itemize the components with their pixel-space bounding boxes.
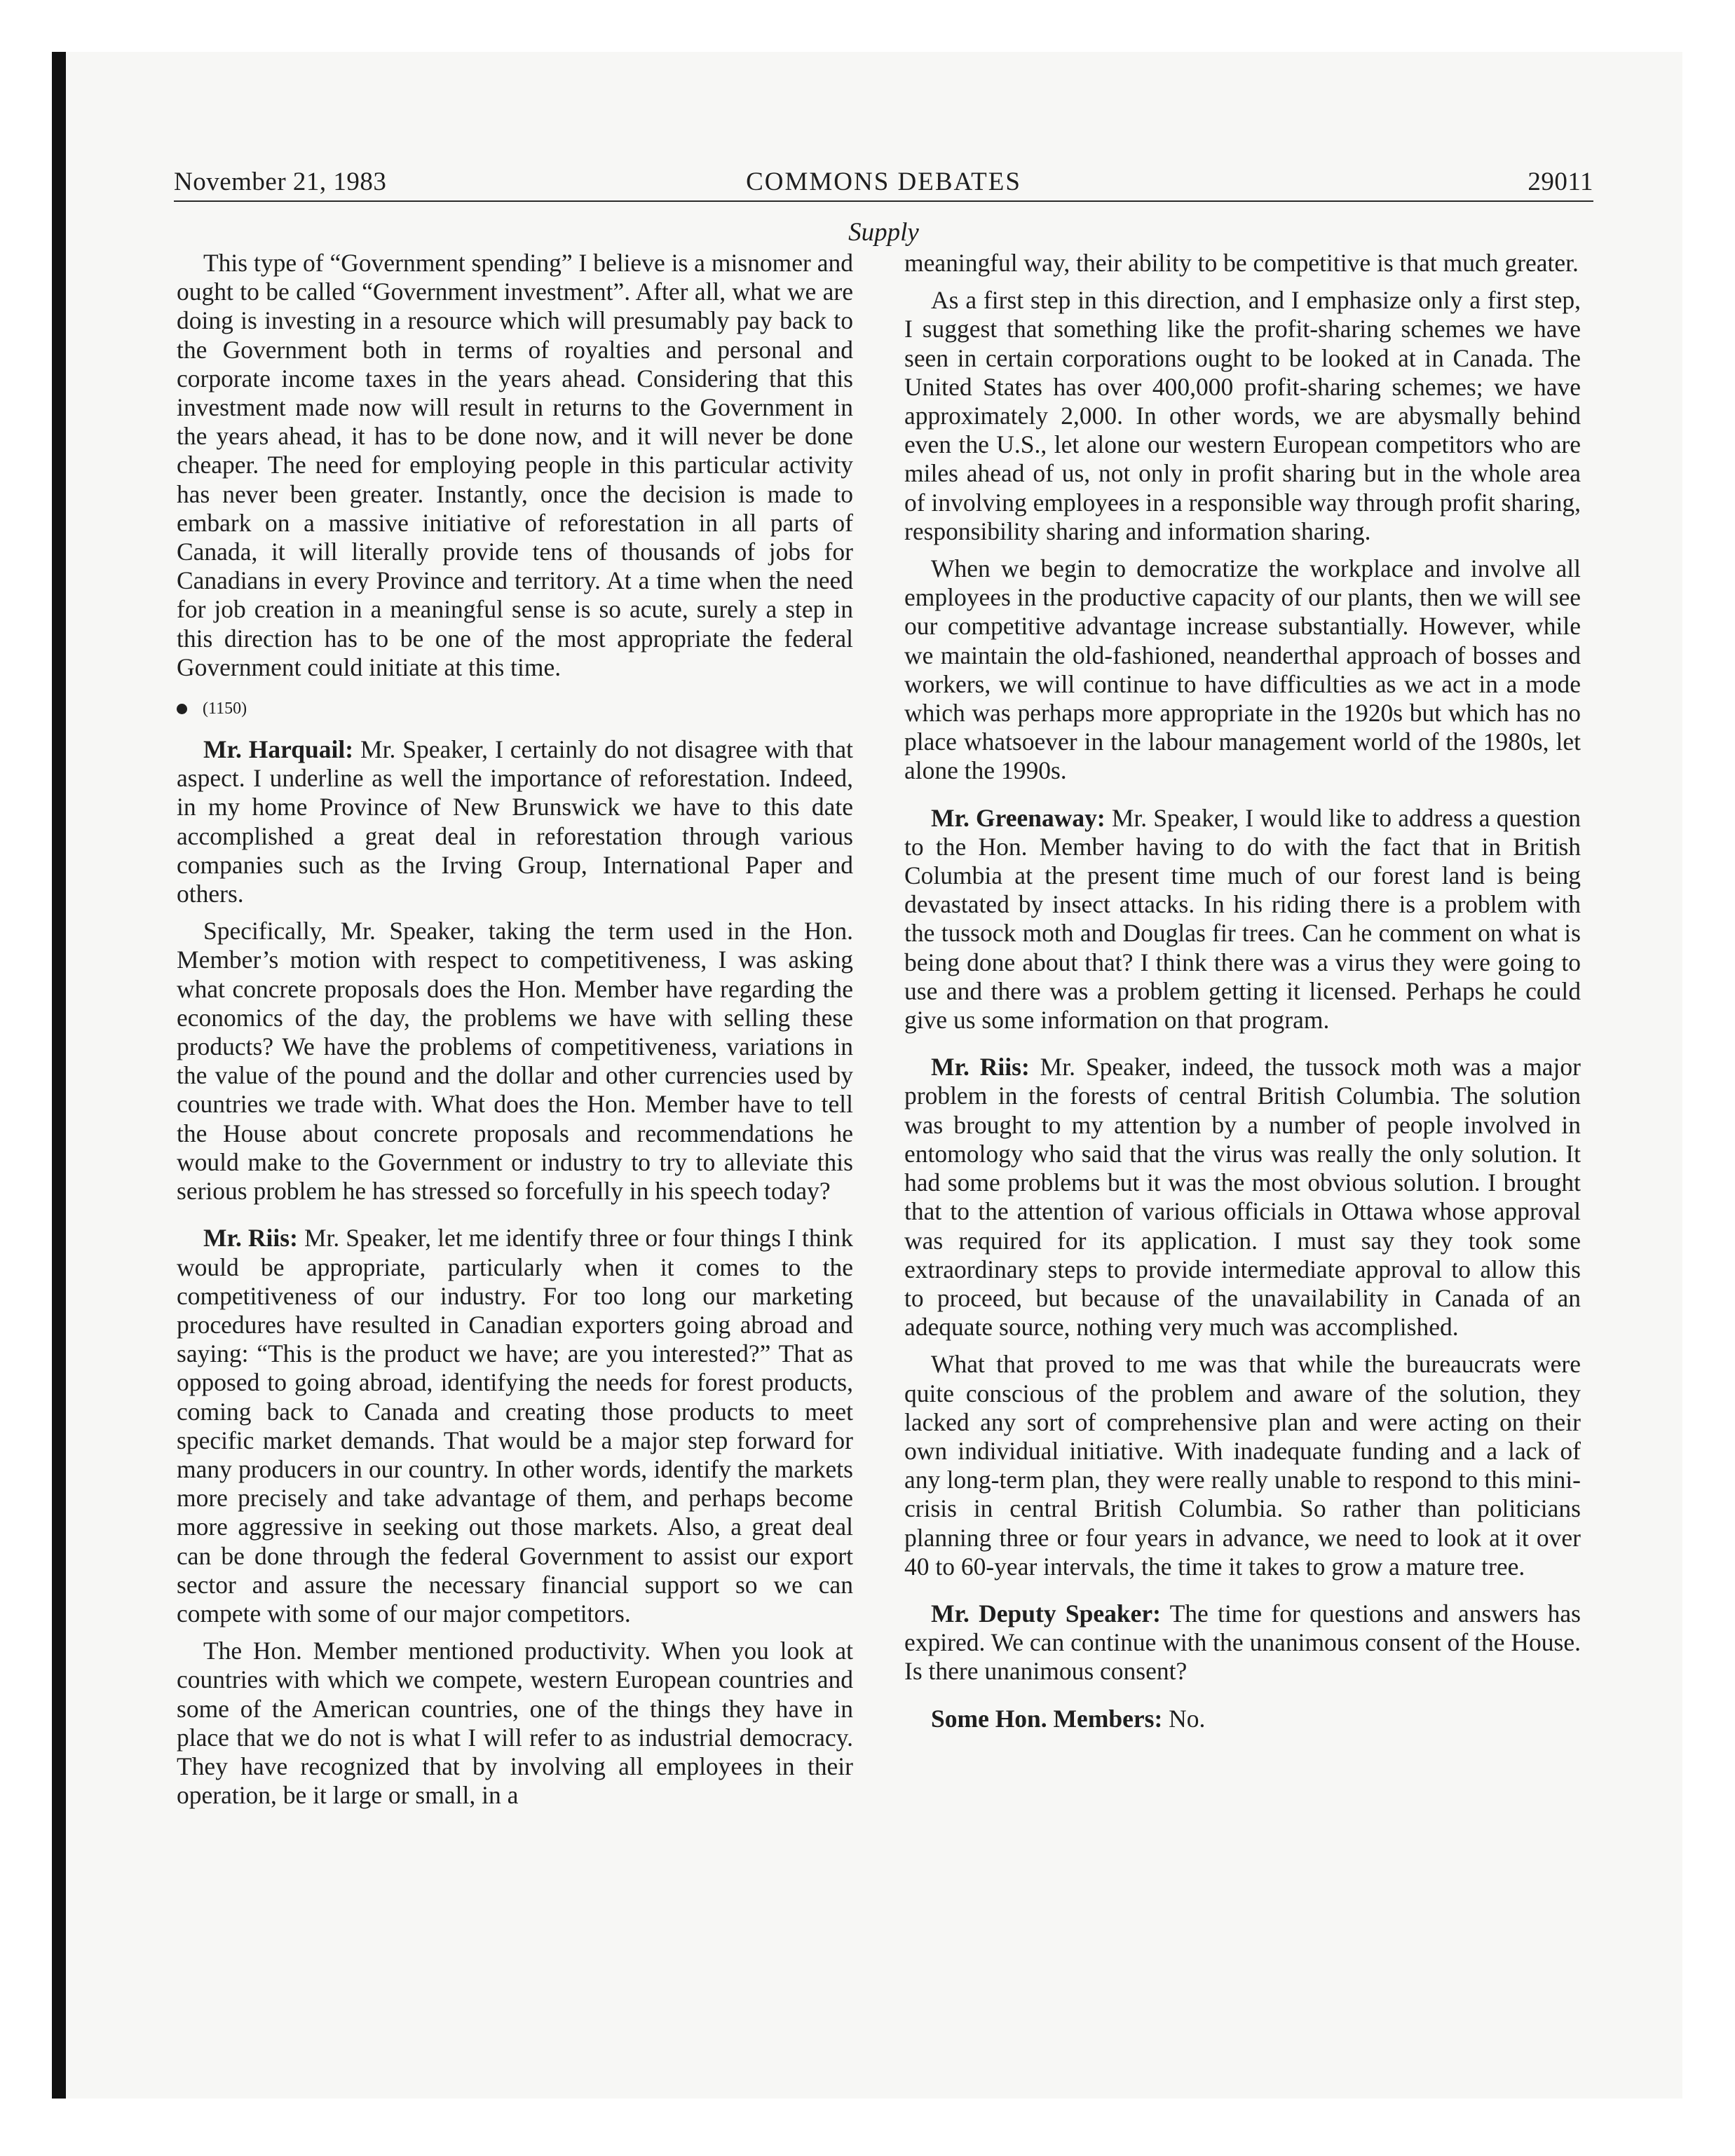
paragraph: meaningful way, their ability to be competitive is that much greater. bbox=[904, 249, 1579, 277]
timestamp bbox=[177, 699, 853, 718]
header-title: COMMONS DEBATES bbox=[746, 168, 1021, 196]
paragraph: This type of “Government spending” I believe is a misnomer and ought to be called “Government investment”. After all, what we are doing is investing in a resource which will presumably pay back to the Government both in terms of royalties and personal and corporate income taxes in the years ahead. Considering that this investment made now will result in returns to the Government in the years ahead, it has to be done now, and it will never be done cheaper. The need for employing people in this particular activity has never been greater. Instantly, once the decision is made to embark on a massive initiative of reforestation in all parts of Canada, it will literally provide tens of thousands of jobs for Canadians in every Province and territory. At a time when the need for job creation in a meaningful sense is so acute, surely a step in this direction has to be one of the most appropriate the federal Government could initiate at this time. bbox=[177, 249, 853, 681]
page-header bbox=[174, 163, 1593, 202]
speaker-name: Mr. Harquail: bbox=[203, 735, 354, 764]
speech-text: No. bbox=[1169, 1704, 1206, 1733]
speech-riis bbox=[904, 1053, 1581, 1342]
section-title: Supply bbox=[848, 218, 919, 247]
paragraph: Specifically, Mr. Speaker, taking the term used in the Hon. Member’s motion with respect to competitiveness, I was asking what concrete proposals does the Hon. Member have regarding the economics of the day, the problems we have with selling these products? We have the problems of competitiveness, variations in the value of the pound and the dollar and other currencies used by countries we trade with. What does the Hon. Member have to tell the House about concrete proposals and recommendations he would make to the Government or industry to try to alleviate this serious problem he has stressed so forcefully in his speech today? bbox=[177, 917, 853, 1206]
paragraph: When we begin to democratize the workplace and involve all employees in the productive capacity of our plants, then we will see our competitive advantage increase substantially. However, while we maintain the old-fashioned, neanderthal approach of bosses and workers, we will continue to have difficulties as we act in a mode which was perhaps more appropriate in the 1920s but which has no place whatsoever in the labour management world of the 1980s, let alone the 1990s. bbox=[904, 554, 1581, 785]
speech-text: Mr. Speaker, I would like to address a question to the Hon. Member having to do with the fact that in British Columbia at the present time much of our forest land is being devastated by insect attacks. In his riding there is a problem with the tussock moth and Douglas fir trees. Can he comment on what is being done about that? I think there was a virus they were going to use and there was a problem getting it licensed. Perhaps he could give us some information on that program. bbox=[904, 803, 1581, 1035]
header-date: November 21, 1983 bbox=[174, 168, 387, 196]
speech-text: The time for questions and answers has expired. We can continue with the unanimous consent of the House. Is there unanimous consent? bbox=[904, 1599, 1581, 1686]
paragraph: The Hon. Member mentioned productivity. When you look at countries with which we compete, western European countries and some of the American countries, one of the things they have in place that we do not is what I will refer to as industrial democracy. They have recognized that by involving all employees in their operation, be it large or small, in a bbox=[177, 1637, 853, 1810]
speech-deputy-speaker bbox=[904, 1599, 1581, 1686]
speech-members bbox=[904, 1705, 1581, 1733]
speaker-name: Some Hon. Members: bbox=[931, 1704, 1163, 1733]
speech-text: Mr. Speaker, let me identify three or four things I think would be appropriate, particularly when it comes to the competitiveness of our industry. For too long our marketing procedures have resulted in Canadian exporters going abroad and saying: “This is the product we have; are you interested?” That as opposed to going abroad, identifying the needs for forest products, coming back to Canada and creating those products to meet specific market demands. That would be a major step forward for many producers in our country. In other words, identify the markets more precisely and take advantage of them, and perhaps become more aggressive in seeking out those markets. Also, a great deal can be done through the federal Government to assist our export sector and assure the necessary financial support so we can compete with some of our major competitors. bbox=[177, 1224, 853, 1628]
speech-harquail bbox=[177, 735, 853, 908]
paragraph: What that proved to me was that while the bureaucrats were quite conscious of the problem and aware of the solution, they lacked any sort of comprehensive plan and were acting on their own individual initiative. With inadequate funding and a lack of any long-term plan, they were really unable to respond to this mini-crisis in central British Columbia. So rather than politicians planning three or four years in advance, we need to look at it over 40 to 60-year intervals, the time it takes to grow a mature tree. bbox=[904, 1350, 1581, 1581]
header-page-number: 29011 bbox=[1528, 168, 1593, 196]
speaker-name: Mr. Riis: bbox=[203, 1224, 298, 1253]
timestamp-text: (1150) bbox=[203, 700, 247, 718]
scan-border bbox=[52, 52, 66, 2099]
bullet-icon bbox=[177, 704, 187, 714]
speaker-name: Mr. Greenaway: bbox=[931, 803, 1105, 832]
left-column bbox=[177, 249, 853, 1818]
speech-text: Mr. Speaker, indeed, the tussock moth was a major problem in the forests of central British Columbia. The solution was brought to my attention by a number of people involved in entomology who said that the virus was really the only solution. It had some problems but it was the most obvious solution. I brought that to the attention of various officials in Ottawa whose approval was required for its application. I must say they took some extraordinary steps to provide intermediate approval to allow this to proceed, but because of the unavailability in Canada of an adequate source, nothing very much was accomplished. bbox=[904, 1053, 1581, 1342]
speech-greenaway bbox=[904, 804, 1581, 1035]
speaker-name: Mr. Deputy Speaker: bbox=[931, 1599, 1161, 1628]
speaker-name: Mr. Riis: bbox=[931, 1053, 1030, 1082]
paragraph: As a first step in this direction, and I emphasize only a first step, I suggest that something like the profit-sharing schemes we have seen in certain corporations ought to be looked at in Canada. The United States has over 400,000 profit-sharing schemes; we have approximately 2,000. In other words, we are abysmally behind even the U.S., let alone our western European competitors who are miles ahead of us, not only in profit sharing but in the whole area of involving employees in a responsible way through profit sharing, responsibility sharing and information sharing. bbox=[904, 286, 1581, 545]
right-column bbox=[904, 249, 1581, 1742]
speech-text: Mr. Speaker, I certainly do not disagree with that aspect. I underline as well the importance of reforestation. Indeed, in my home Province of New Brunswick we have to this date accomplished a great deal in reforestation through various companies such as the Irving Group, International Paper and others. bbox=[177, 735, 854, 908]
header-rule bbox=[174, 200, 1593, 202]
speech-riis bbox=[177, 1224, 853, 1628]
